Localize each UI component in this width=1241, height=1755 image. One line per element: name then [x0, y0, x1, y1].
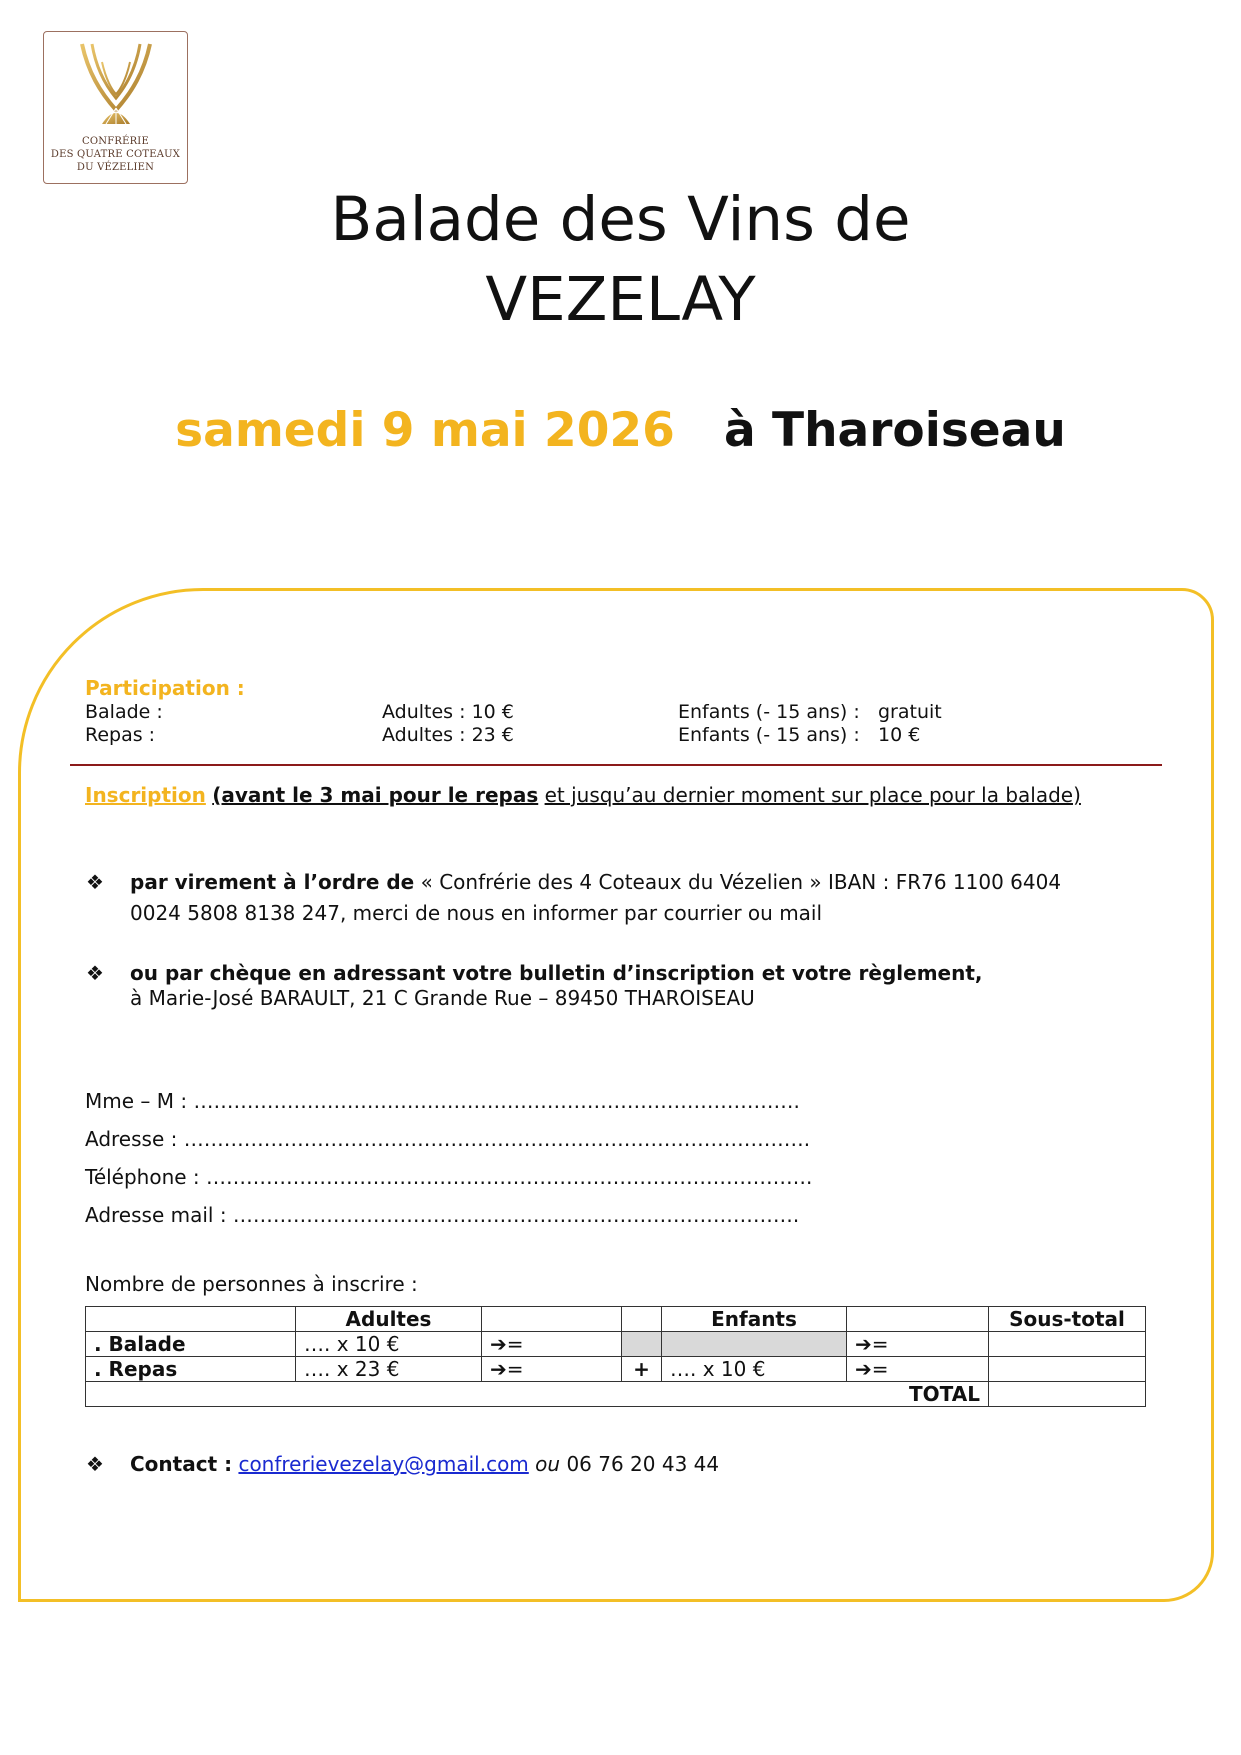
- contact-line: [130, 1452, 719, 1476]
- payment-cheque-bold: ou par chèque en adressant votre bulletin d’inscription et votre règlement,: [130, 961, 983, 985]
- logo: [43, 31, 188, 184]
- row-balade-adult-calc[interactable]: …. x 10 €: [296, 1332, 482, 1357]
- form-address-field[interactable]: Adresse : ………………………………………………………………………………….: [85, 1127, 811, 1151]
- logo-text-line2: DES QUATRE COTEAUX: [50, 149, 181, 160]
- participation-balade-kids-price: gratuit: [878, 701, 942, 723]
- total-label: TOTAL: [86, 1382, 989, 1407]
- form-count-label: Nombre de personnes à inscrire :: [85, 1272, 418, 1296]
- header-adults: Adultes: [296, 1307, 482, 1332]
- title-line-1: Balade des Vins de: [330, 184, 911, 255]
- row-balade-subtotal[interactable]: [989, 1332, 1146, 1357]
- row-repas-arrow1[interactable]: ➔=: [482, 1357, 622, 1382]
- row-balade-plus: [622, 1332, 662, 1357]
- separator-line: [70, 764, 1162, 766]
- participation-repas-adults: Adultes : 23 €: [382, 724, 514, 746]
- row-repas-subtotal[interactable]: [989, 1357, 1146, 1382]
- event-date: samedi 9 mai 2026: [175, 403, 675, 458]
- inscription-line: [85, 783, 1081, 807]
- event-date-place: [0, 403, 1241, 458]
- table-total-row: [86, 1382, 1146, 1407]
- header-subtotal: Sous-total: [989, 1307, 1146, 1332]
- row-balade-arrow2[interactable]: ➔=: [847, 1332, 989, 1357]
- row-repas-plus: +: [622, 1357, 662, 1382]
- inscription-rest: et jusqu’au dernier moment sur place pour la balade): [544, 783, 1081, 807]
- form-email-field[interactable]: Adresse mail : ………………………………………………………………………….: [85, 1203, 800, 1227]
- page-title: [0, 180, 1241, 340]
- bullet-icon: ❖: [86, 870, 104, 894]
- contact-phone: 06 76 20 43 44: [566, 1452, 720, 1476]
- row-balade-label: . Balade: [86, 1332, 296, 1357]
- row-repas-label: . Repas: [86, 1357, 296, 1382]
- inscription-label: Inscription: [85, 783, 206, 807]
- row-balade-arrow1[interactable]: ➔=: [482, 1332, 622, 1357]
- event-place: à Tharoiseau: [723, 403, 1066, 458]
- bullet-icon: ❖: [86, 961, 104, 985]
- participation-repas-label: Repas :: [85, 724, 156, 746]
- payment-transfer: [130, 870, 1061, 894]
- registration-table: [85, 1306, 1146, 1407]
- row-repas-kid-calc[interactable]: …. x 10 €: [662, 1357, 847, 1382]
- logo-text-line1: CONFRÉRIE: [82, 136, 149, 147]
- contact-email-link[interactable]: confrerievezelay@gmail.com: [238, 1452, 529, 1476]
- participation-balade-adults: Adultes : 10 €: [382, 701, 514, 723]
- form-name-field[interactable]: Mme – M : ……………………………………………………………………………….: [85, 1089, 800, 1113]
- payment-transfer-text2: 0024 5808 8138 247, merci de nous en informer par courrier ou mail: [130, 901, 823, 925]
- participation-balade-label: Balade :: [85, 701, 163, 723]
- inscription-deadline: (avant le 3 mai pour le repas: [212, 783, 539, 807]
- payment-transfer-bold: par virement à l’ordre de: [130, 870, 415, 894]
- logo-text-line3: DU VÉZELIEN: [76, 162, 155, 173]
- row-repas-adult-calc[interactable]: …. x 23 €: [296, 1357, 482, 1382]
- header-kids: Enfants: [662, 1307, 847, 1332]
- title-line-2: VEZELAY: [485, 264, 756, 335]
- contact-label: Contact :: [130, 1452, 233, 1476]
- bullet-icon: ❖: [86, 1452, 104, 1476]
- participation-heading: Participation :: [85, 676, 245, 700]
- table-header-row: [86, 1307, 1146, 1332]
- payment-cheque-address: à Marie-José BARAULT, 21 C Grande Rue – 89450 THAROISEAU: [130, 986, 755, 1010]
- table-row: [86, 1332, 1146, 1357]
- participation-repas-kids-label: Enfants (- 15 ans) :: [678, 724, 860, 746]
- participation-repas-kids-price: 10 €: [878, 724, 921, 746]
- contact-or: ou: [535, 1452, 561, 1476]
- total-value[interactable]: [989, 1382, 1146, 1407]
- row-repas-arrow2[interactable]: ➔=: [847, 1357, 989, 1382]
- row-balade-kid-calc: [662, 1332, 847, 1357]
- form-phone-field[interactable]: Téléphone : ……………………………………………………………………………….: [85, 1165, 813, 1189]
- table-row: [86, 1357, 1146, 1382]
- payment-transfer-text: « Confrérie des 4 Coteaux du Vézelien » IBAN : FR76 1100 6404: [420, 870, 1062, 894]
- participation-balade-kids-label: Enfants (- 15 ans) :: [678, 701, 860, 723]
